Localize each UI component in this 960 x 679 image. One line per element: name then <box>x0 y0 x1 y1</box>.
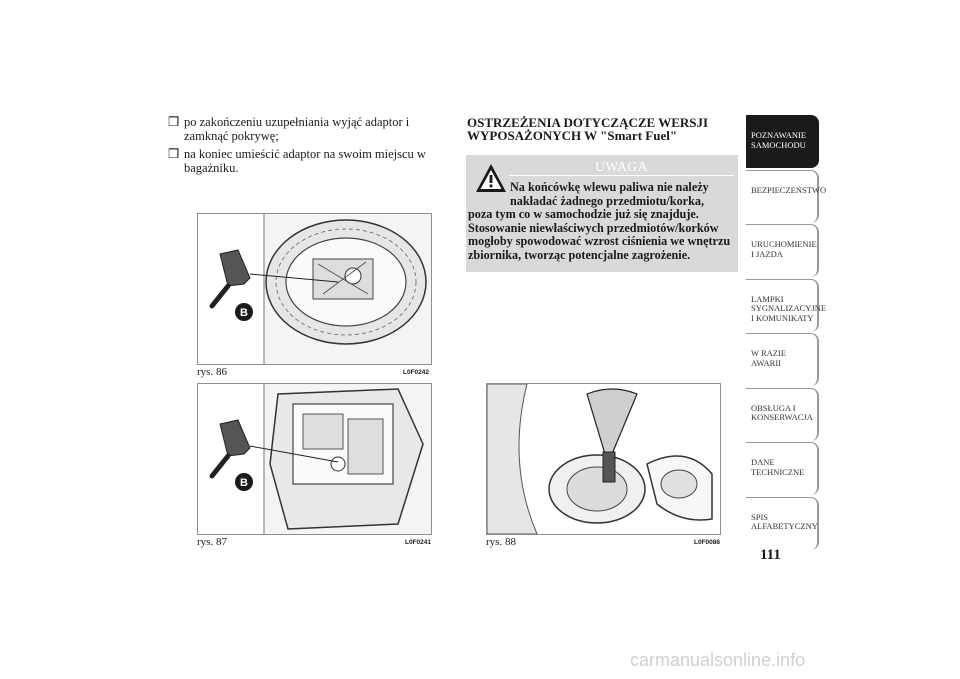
checkbox-bullet-icon: ❒ <box>168 147 180 161</box>
warning-text <box>468 181 733 262</box>
figure-label: B <box>240 307 248 319</box>
tab-obsluga-i-konserwacja[interactable] <box>746 388 819 441</box>
spare-wheel-well-illustration <box>198 214 431 364</box>
tab-label: DANE TECHNICZNE <box>751 457 805 477</box>
figure-88-image <box>486 383 721 535</box>
warning-text-line: Na końcówkę wlewu paliwa nie należy <box>510 180 709 194</box>
section-title: OSTRZEŻENIA DOTYCZĄCZE WERSJI WYPOSAŻONYCH W "Smart Fuel" <box>467 115 709 143</box>
tab-label: SPIS ALFABETYCZNY <box>751 511 818 531</box>
trunk-compartment-illustration <box>198 384 431 534</box>
warning-text-body: poza tym co w samochodzie już się znajduje. Stosowanie niewłaściwych przedmiotów/korków mogłoby spowodować wzrost ciśnienia we wnętrzu zbiornika, tworząc potencjalne zagrożenie. <box>468 207 731 262</box>
checkbox-bullet-icon: ❒ <box>168 115 180 129</box>
tab-poznawanie-samochodu[interactable] <box>746 115 819 168</box>
tab-label: URUCHOMIENIE I JAZDA <box>751 239 817 259</box>
page-number: 111 <box>760 547 781 563</box>
tab-label: BEZPIECZEŃSTWO <box>751 184 827 195</box>
watermark: carmanualsonline.info <box>630 650 806 670</box>
figure-86-image <box>197 213 432 365</box>
figure-code: L0F0086 <box>694 539 721 546</box>
tab-label: W RAZIE AWARII <box>751 348 787 368</box>
fuel-filler-illustration <box>487 384 720 534</box>
instruction-list <box>168 115 440 179</box>
list-item-text: po zakończeniu uzupełniania wyjąć adaptor i zamknąć pokrywę; <box>184 115 410 143</box>
tab-lampki-sygnalizacyjne[interactable] <box>746 279 827 332</box>
figure-code: L0F0242 <box>403 369 430 376</box>
figure-87-image <box>197 383 432 535</box>
warning-box <box>466 155 738 272</box>
tab-label: OBSŁUGA I KONSERWACJA <box>751 402 813 422</box>
warning-text-line: nakładać żadnego przedmiotu/korka, <box>510 193 705 208</box>
chapter-tabs <box>746 115 827 551</box>
tab-bezpieczenstwo[interactable] <box>746 170 827 223</box>
figure-caption: rys. 86 <box>197 366 227 378</box>
figure-caption: rys. 88 <box>486 536 516 548</box>
tab-spis-alfabetyczny[interactable] <box>746 497 819 550</box>
list-item-text: na koniec umieścić adaptor na swoim miejscu w bagażniku. <box>184 147 426 175</box>
figure-caption: rys. 87 <box>197 536 227 548</box>
tab-dane-techniczne[interactable] <box>746 442 819 495</box>
tab-label: POZNAWANIE SAMOCHODU <box>751 130 807 150</box>
tab-w-razie-awarii[interactable] <box>746 333 819 386</box>
warning-header: UWAGA <box>509 159 734 176</box>
figure-code: L0F0241 <box>405 539 432 546</box>
tab-uruchomienie-i-jazda[interactable] <box>746 224 819 277</box>
tab-label: LAMPKI SYGNALIZACYJNE I KOMUNIKATY <box>751 293 827 323</box>
figure-label: B <box>240 477 248 489</box>
list-item <box>168 147 440 175</box>
list-item <box>168 115 440 143</box>
